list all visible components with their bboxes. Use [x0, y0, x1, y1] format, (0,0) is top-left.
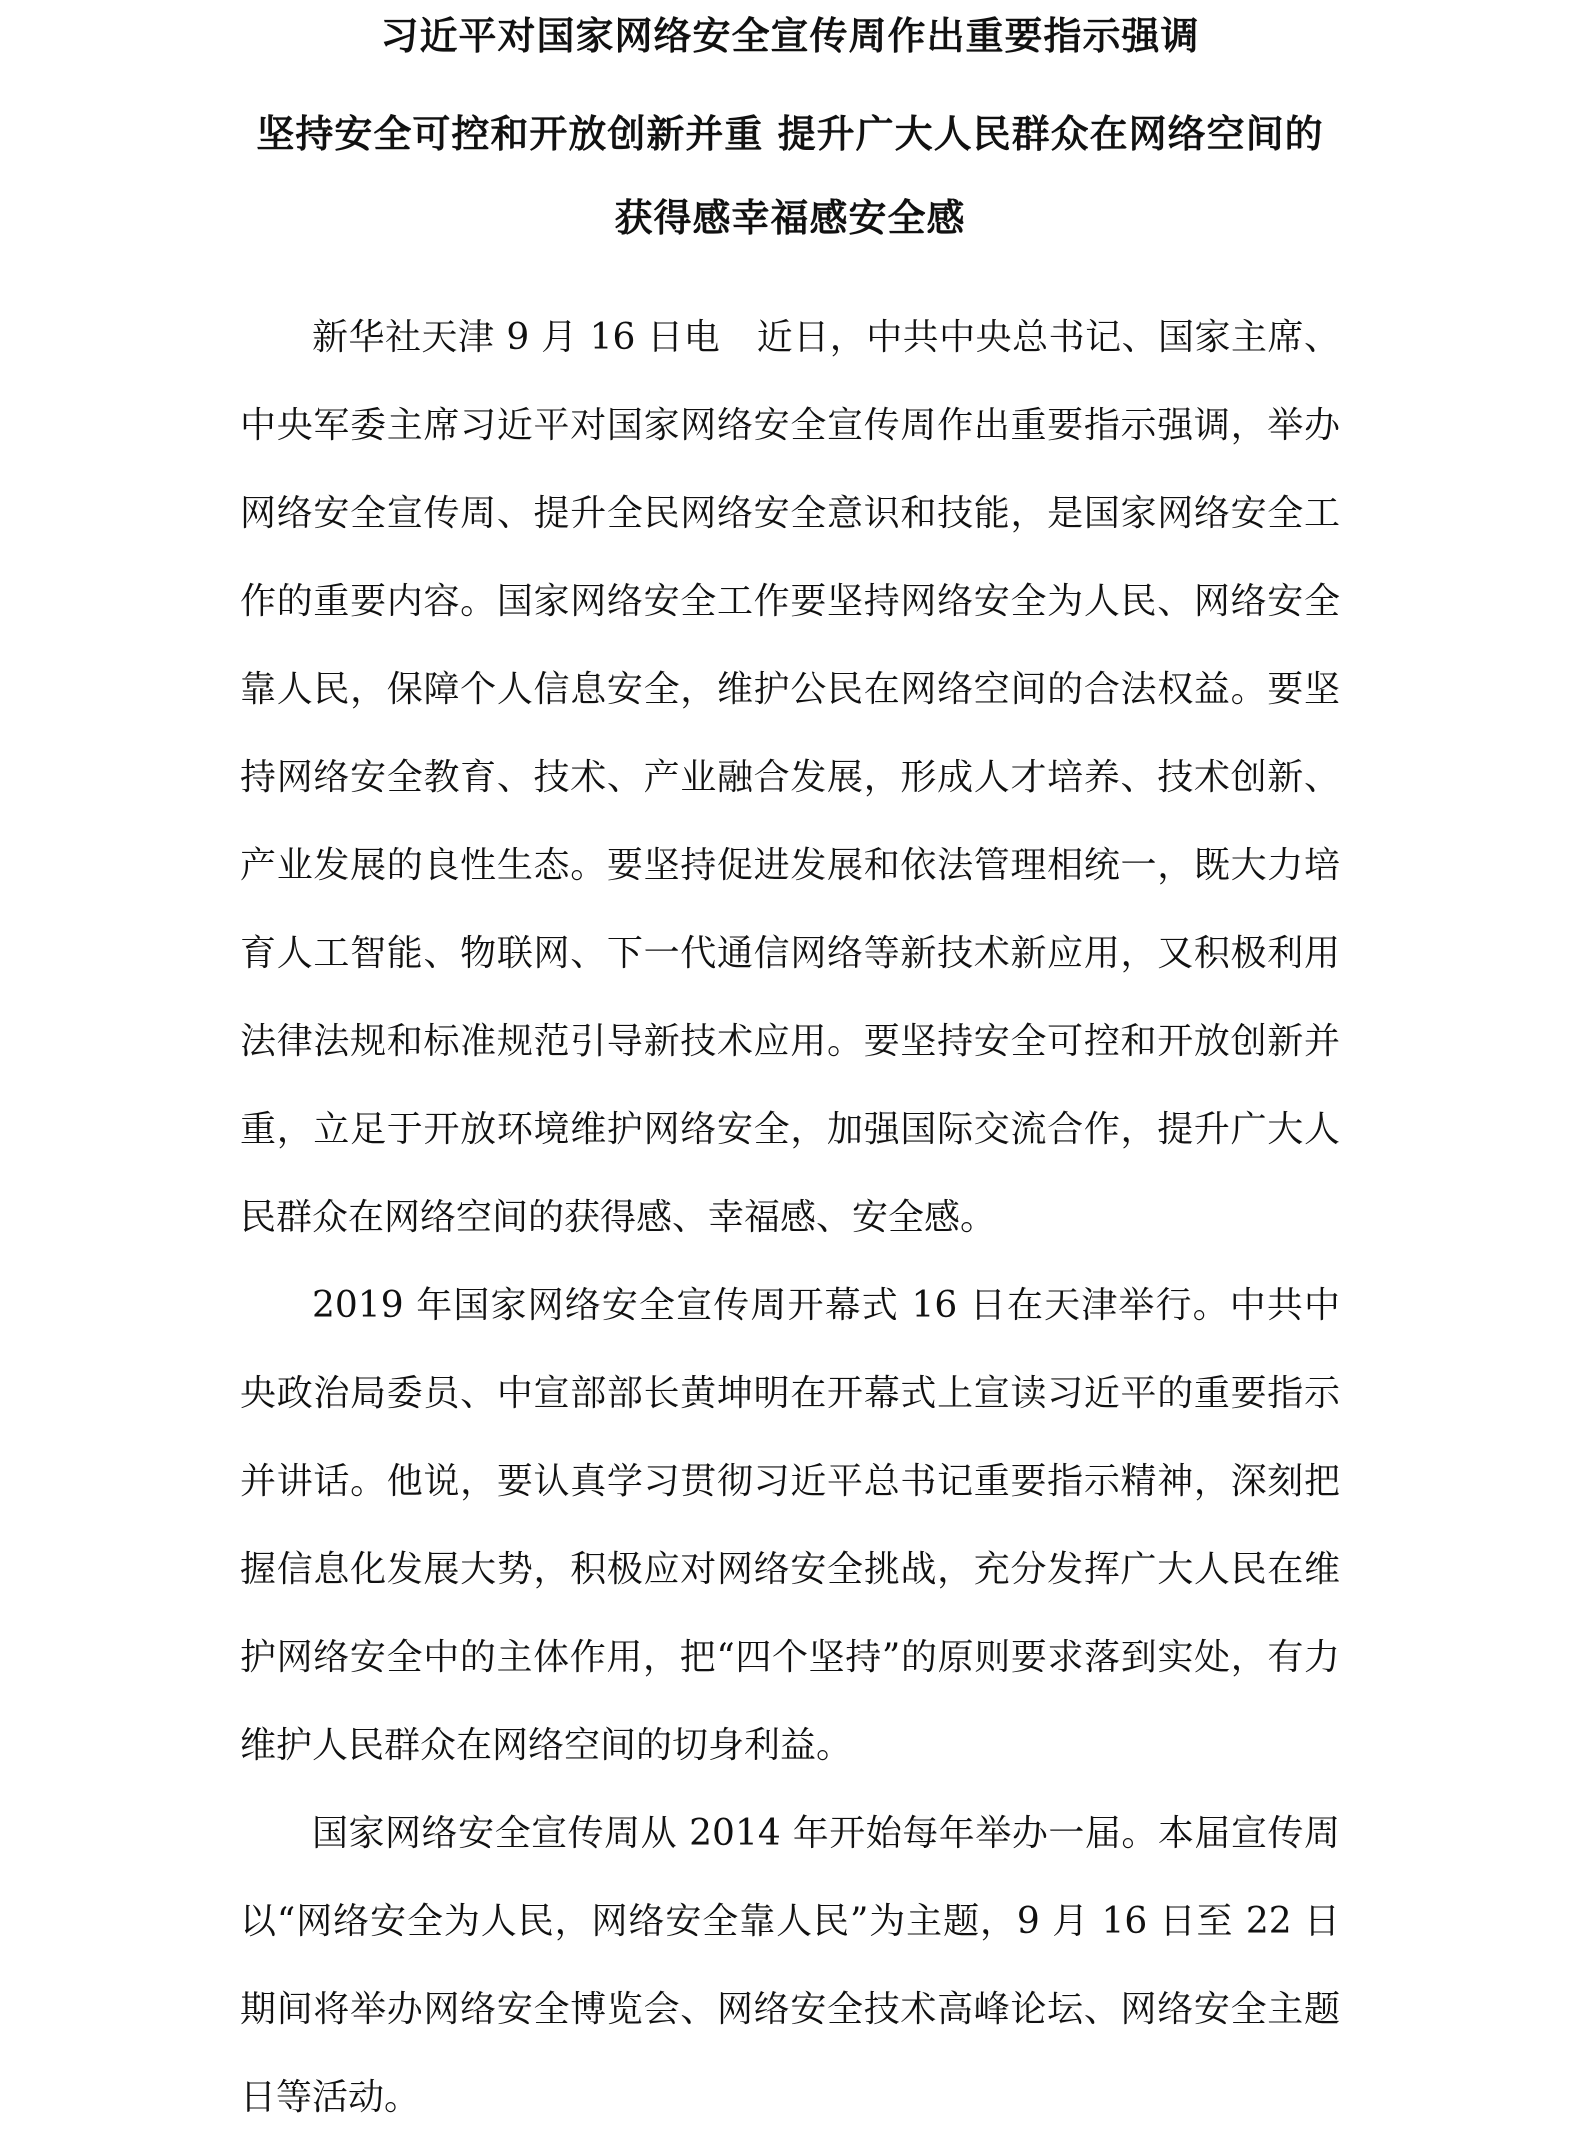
paragraph-2: 2019 年国家网络安全宣传周开幕式 16 日在天津举行。中共中央政治局委员、中宣部部长黄坤明在开幕式上宣读习近平的重要指示并讲话。他说，要认真学习贯彻习近平总书记重要指示精神，深刻把握信息化发展大势，积极应对网络安全挑战，充分发挥广大人民在维护网络安全中的主体作用，把“四个坚持”的原则要求落到实处，有力维护人民群众在网络空间的切身利益。: [240, 1285, 1340, 1766]
headline-line-1: 习近平对国家网络安全宣传周作出重要指示强调: [380, 13, 1200, 58]
paragraph-3: 国家网络安全宣传周从 2014 年开始每年举办一届。本届宣传周以“网络安全为人民，网络安全靠人民”为主题，9 月 16 日至 22 日期间将举办网络安全博览会、网络安全技术高峰论坛、网络安全主题日等活动。: [240, 1813, 1340, 2118]
headline-line-3: 获得感幸福感安全感: [614, 195, 966, 240]
headline-line-2: 坚持安全可控和开放创新并重 提升广大人民群众在网络空间的: [256, 111, 1324, 156]
article-body: [240, 294, 1340, 2142]
paragraph-1: 新华社天津 9 月 16 日电 近日，中共中央总书记、国家主席、中央军委主席习近平对国家网络安全宣传周作出重要指示强调，举办网络安全宣传周、提升全民网络安全意识和技能，是国家网络安全工作的重要内容。国家网络安全工作要坚持网络安全为人民、网络安全靠人民，保障个人信息安全，维护公民在网络空间的合法权益。要坚持网络安全教育、技术、产业融合发展，形成人才培养、技术创新、产业发展的良性生态。要坚持促进发展和依法管理相统一，既大力培育人工智能、物联网、下一代通信网络等新技术新应用，又积极利用法律法规和标准规范引导新技术应用。要坚持安全可控和开放创新并重，立足于开放环境维护网络安全，加强国际交流合作，提升广大人民群众在网络空间的获得感、幸福感、安全感。: [240, 317, 1340, 1238]
article-page: [240, 0, 1340, 2142]
